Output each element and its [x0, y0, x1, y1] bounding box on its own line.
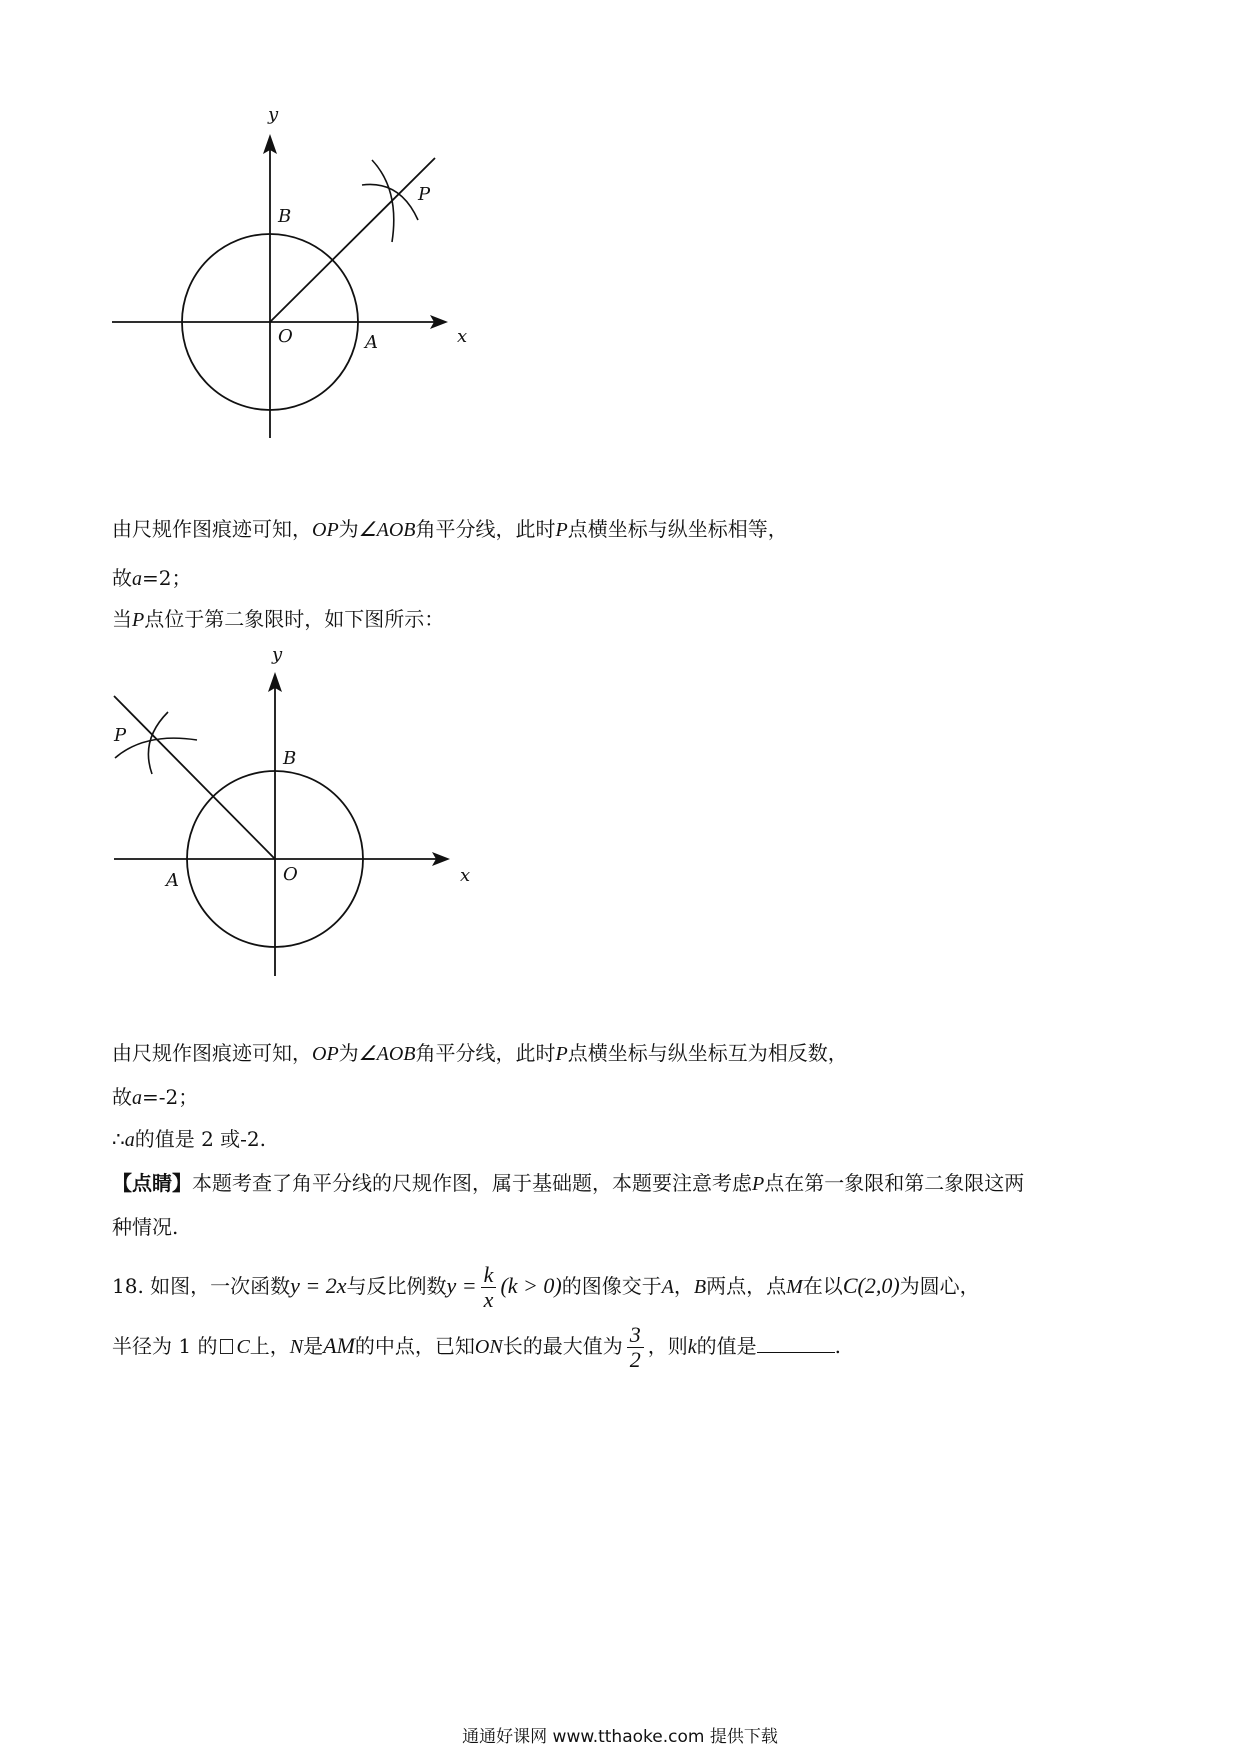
comment-line1: 【点睛】本题考查了角平分线的尺规作图，属于基础题，本题要注意考虑P点在第一象限和第二象限这两: [112, 1171, 1025, 1195]
fraction-k-over-x: $\frac{k}{x}$: [481, 1263, 497, 1312]
para2-line2: 故a=-2；: [112, 1085, 199, 1109]
label-p: P: [114, 725, 127, 746]
label-a: A: [166, 870, 179, 891]
para2-line3: ∴a的值是 2 或-2.: [112, 1127, 267, 1151]
question-18-line1: 18. 如图，一次函数y = 2x与反比例数y = $\frac{k}{x}$ (k > 0)的图像交于A，B两点，点M在以C(2,0)为圆心，: [112, 1262, 980, 1312]
label-a: A: [365, 332, 378, 353]
figure-second-quadrant: [100, 640, 500, 990]
label-x: x: [460, 865, 471, 886]
construction-arc-2: [148, 712, 168, 774]
label-x: x: [457, 326, 468, 347]
construction-arc-1: [115, 738, 197, 758]
label-b: B: [278, 206, 292, 227]
figure-first-quadrant: [100, 100, 500, 450]
circle-symbol-icon: [220, 1339, 233, 1354]
para2-line1: 由尺规作图痕迹可知，OP为∠AOB角平分线，此时P点横坐标与纵坐标互为相反数，: [112, 1041, 848, 1065]
para1-line3: 当P点位于第二象限时，如下图所示：: [112, 607, 445, 631]
label-y: y: [268, 104, 279, 125]
footer-watermark: 通通好课网 www.tthaoke.com 提供下载: [462, 1727, 778, 1747]
para1-line1: 由尺规作图痕迹可知，OP为∠AOB角平分线，此时P点横坐标与纵坐标相等，: [112, 517, 788, 541]
fraction-3-over-2: $\frac{3}{2}$: [627, 1323, 644, 1372]
para1-line2: 故a=2；: [112, 566, 192, 590]
bisector-op: [270, 158, 435, 322]
label-b: B: [283, 748, 297, 769]
label-origin: O: [283, 864, 298, 885]
label-origin: O: [278, 326, 293, 347]
label-p: P: [418, 184, 431, 205]
answer-blank[interactable]: [757, 1334, 835, 1353]
question-18-line2: 半径为 1 的 C上，N是AM的中点，已知ON长的最大值为 $\frac{3}{2}$ ，则k的值是 .: [112, 1322, 841, 1372]
comment-line2: 种情况.: [112, 1215, 179, 1239]
bisector-op: [114, 696, 275, 859]
label-y: y: [272, 644, 283, 665]
